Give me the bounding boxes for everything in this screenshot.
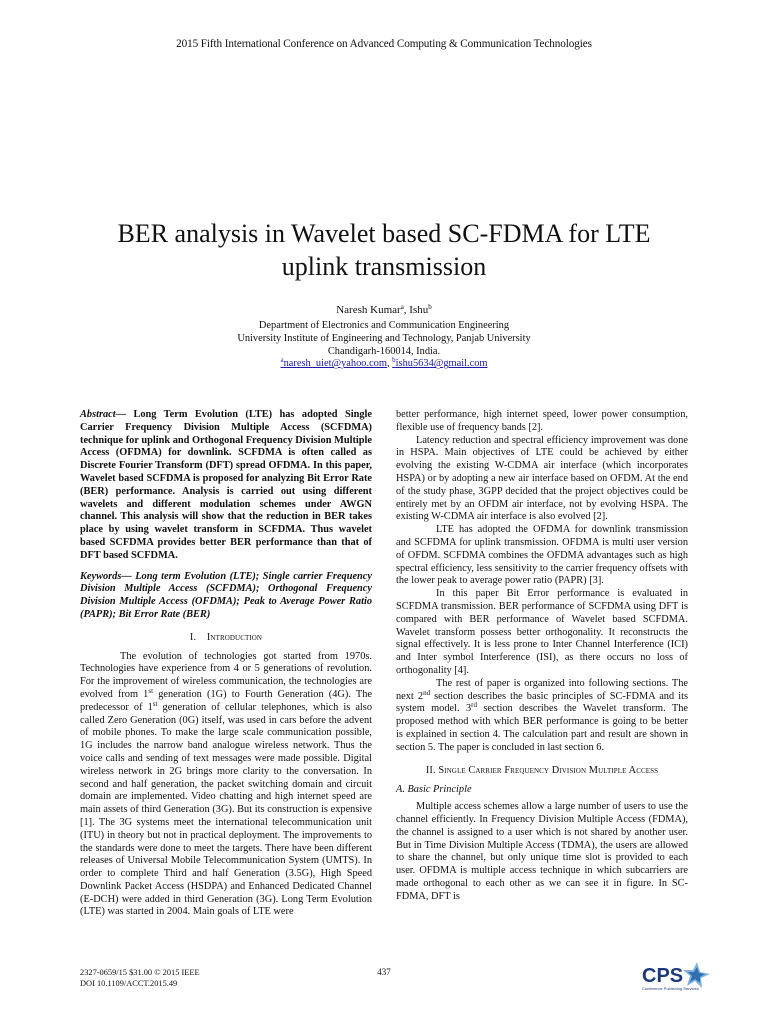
section-2-heading — [396, 765, 688, 778]
cps-logo — [640, 956, 710, 1000]
email-1-sup: a — [280, 356, 284, 365]
intro-p1-sup1: st — [148, 686, 154, 695]
affiliation-department: Department of Electronics and Communication Engineering — [258, 320, 510, 331]
abstract-label: Abstract — [80, 409, 116, 420]
email-2: ishu5634@gmail.com — [395, 358, 488, 370]
paper-title-line2: uplink transmission — [281, 252, 487, 281]
intro-paragraph-3: LTE has adopted the OFDMA for downlink transmission and SCFDMA for uplink transmission. OFDMA is multi user version of OFDM. SCFDMA combines the OFDMA advantages such as high spectral efficiency, less sensitivity to the carrier frequency offsets with the lower peak to average power ratio (PAPR) [3]. — [396, 524, 688, 587]
email-link-1[interactable] — [281, 358, 387, 369]
intro-p1-a: The evolution of technologies got started from 1970s. Technologies have experience from 4 or 5 generations of revolution. For the improvement of wireless communication, the technologies are evolved from 1 — [80, 650, 372, 700]
affiliation-city: Chandigarh-160014, India. — [327, 345, 441, 357]
author-2: Ishu — [409, 304, 429, 316]
email-sep: , — [386, 358, 393, 370]
section-1-number: I. — [189, 631, 197, 643]
footer-issn: 2327-0659/15 $31.00 © 2015 IEEE — [80, 968, 200, 977]
section-2-paragraph-1: Multiple access schemes allow a large number of users to use the channel efficiently. In Frequency Division Multiple Access (FDMA), the channel is assigned to a user which is not shared by another user. But in Time Division Multiple Access (TDMA), the users are allowed to share the channel, but only unique time slot is provided to each user. OFDMA is multiple access technique in which subcarriers are made orthogonal to each other as we can see it in figure. In SC-FDMA, DFT is — [396, 801, 688, 902]
intro-paragraph-1 — [80, 651, 372, 920]
author-2-sup: b — [428, 303, 432, 311]
intro-p1-c: generation of cellular telephones, which is also called Zero Generation (0G) itself, was used in cars before the advent of mobile phones. To make the large scale communication possible, 1G includes the narrow band analogue wireless network. Thus the voice calls and sending of text messages were made possible. Digital wireless network in 2G brings more clarity to the conversation. In second and half generation, the packet switching domain and circuit domain are implemented. Video chatting and high internet speed are main assets of third Generation (3G). But its construction is expensive [1]. The 3G systems meet the international telecommunication unit (ITU) in theory but not in practical deployment. The improvements to the standards were done to meet the targets. There have been different releases of Universal Mobile Telecommunication System (UMTS). In order to complete Third and half Generation (3.5G), High Speed Downlink Packet Access (HSDPA) and Enhanced Dedicated Channel (E-DCH) were added in third Generation (3G). Long Term Evolution (LTE) was started in 2004. Main goals of LTE were — [80, 701, 372, 918]
cps-star-icon — [683, 962, 710, 988]
keywords-text: Long term Evolution (LTE); Single carrier Frequency Division Multiple Access (SCFDMA); Orthogonal Frequency Division Multiple Access (OFDMA); Peak to Average Power Ratio (PAPR); Bit Error Rate (BER) — [80, 570, 372, 620]
abstract-text: Long Term Evolution (LTE) has adopted Single Carrier Frequency Division Multiple Access (SCFDMA) technique for uplink and Orthogonal Frequency Division Multiple Access (OFDMA) for downlink. SCFDMA is often called as Discrete Fourier Transform (DFT) spread OFDMA. In this paper, Wavelet based SCFDMA is proposed for analyzing Bit Error Rate (BER) performance. Analysis is carried out using different wavelets and different modulation schemes under AWGN channel. This analysis will show that the reduction in BER takes place by using wavelet transform in SCFDMA. Thus wavelet based SCFDMA provides better BER performance than that of DFT based SCFDMA. — [80, 409, 372, 561]
intro-p1-b: generation (1G) to Fourth Generation (4G). The predecessor of 1 — [80, 688, 372, 713]
intro-p5-sup2: rd — [471, 701, 477, 710]
intro-p5-a: The rest of paper is organized into following sections. The next 2 — [396, 677, 688, 702]
keywords-dash: — — [121, 570, 136, 582]
intro-paragraph-1-continued: better performance, high internet speed, lower power consumption, flexible use of frequency bands [2]. — [396, 409, 688, 433]
intro-p5-b: section describes the basic principles of SC-FDMA and its system model. 3 — [396, 690, 688, 715]
authors — [0, 304, 768, 316]
subsection-a-heading: A. Basic Principle — [396, 784, 472, 796]
left-column — [80, 409, 372, 919]
cps-logo-text: CPS — [642, 965, 684, 987]
paper-title-line1: BER analysis in Wavelet based SC-FDMA for LTE — [117, 219, 651, 248]
abstract — [80, 409, 372, 563]
affiliation — [0, 320, 768, 371]
right-column — [396, 409, 688, 903]
page-number: 437 — [377, 967, 391, 977]
intro-p1-sup2: st — [152, 699, 158, 708]
intro-p5-c: section describes the Wavelet transform. The proposed method with which BER performance is going to be better is explained in section 4. The calculation part and result are shown in section 5. The paper is concluded in last section 6. — [396, 703, 688, 753]
abstract-dash: — — [115, 409, 134, 420]
paper-title — [60, 217, 708, 283]
section-1-heading — [80, 632, 372, 645]
intro-paragraph-4: In this paper Bit Error performance is evaluated in SCFDMA transmission. BER performance of SCFDMA using DFT is compared with BER performance of Wavelet based SCFDMA. Wavelet transform possess better orthogonality. It reconstructs the signal effectively. It is less prone to Inter Channel Interference (ICI) and Inter symbol Interference (ISI), as there occurs no loss of orthogonality [4]. — [396, 588, 688, 676]
keywords — [80, 571, 372, 622]
author-1-sup: a — [400, 303, 404, 311]
author-sep: , — [403, 304, 410, 316]
section-1-title: Introduction — [206, 631, 263, 643]
conference-header: 2015 Fifth International Conference on Advanced Computing & Communication Technologies — [176, 38, 592, 50]
email-2-sup: b — [392, 356, 396, 365]
affiliation-emails — [0, 358, 768, 371]
email-link-2[interactable] — [392, 358, 487, 369]
footer-doi: DOI 10.1109/ACCT.2015.49 — [80, 979, 178, 988]
affiliation-university: University Institute of Engineering and Technology, Panjab University — [237, 332, 531, 344]
cps-logo-subtext: Conference Publishing Services — [642, 986, 699, 991]
keywords-label: Keywords — [80, 570, 122, 582]
email-1: naresh_uiet@yahoo.com — [283, 358, 387, 370]
author-1: Naresh Kumar — [336, 304, 401, 316]
section-2-title: Single Carrier Frequency Division Multiple Access — [438, 764, 659, 776]
section-2-number: II. — [425, 764, 436, 776]
intro-paragraph-5 — [396, 678, 688, 755]
intro-paragraph-2: Latency reduction and spectral efficiency improvement was done in HSPA. Main objectives of LTE could be achieved by either evolving the existing W-CDMA air interface (which incorporates HSPA) or by adopting a new air interface based on OFDM. At the end of the study phase, 3GPP decided that the project objectives could be entirely met by an OFDM air interface, not by evolving HSPA. The existing W-CDMA air interface is also evolved [2]. — [396, 434, 688, 523]
intro-p5-sup1: nd — [423, 688, 431, 697]
